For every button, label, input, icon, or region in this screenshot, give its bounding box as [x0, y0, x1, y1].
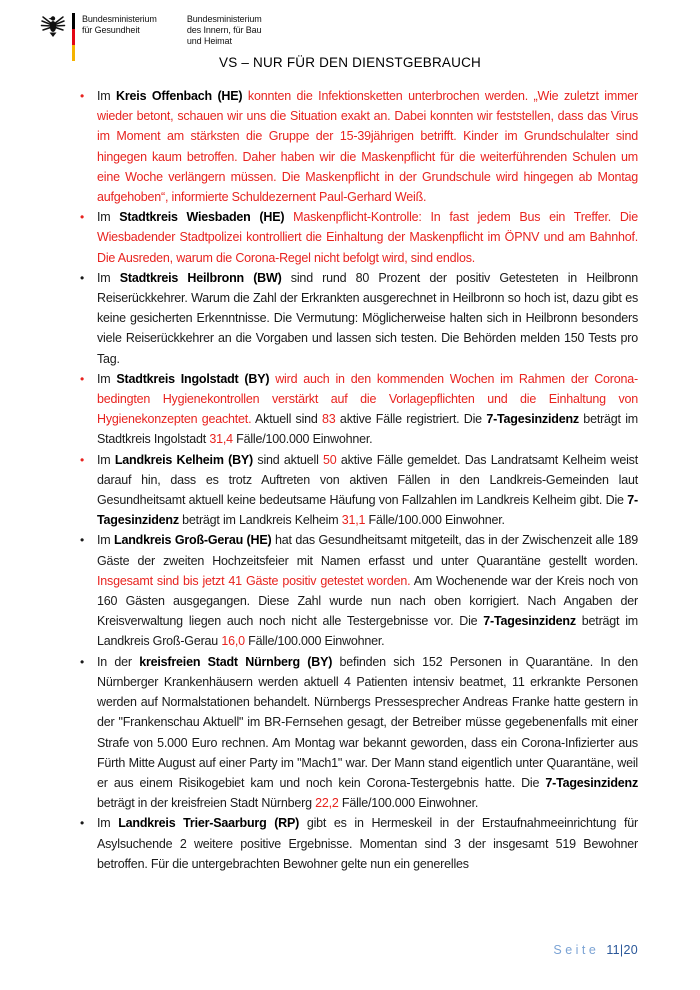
text-run: aktive Fälle gemeldet. Das Landratsamt Kelheim weist darauf hin, dass es trotz Auftreten von aktiven Fällen in den Landkreis-Gemeinden laut Gesundheitsamt aktuell keine bedeutsame Häufung von Fallzahlen im Landkreis Kelheim gibt. Die [97, 452, 639, 508]
bmg-logo-line2: für Gesundheit [82, 25, 140, 35]
bullet-marker-icon: • [80, 89, 85, 103]
text-run: Landkreis Kelheim (BY) [114, 452, 254, 467]
text-run: Im [97, 452, 115, 467]
text-run: Am Wochenende war der Kreis noch von 160 Gästen ausgegangen. Diese Zahl wurde nun nach oben korrigiert. Nach Angaben der Kreisverwaltung liegen auch noch nicht alle Testergebnisse vor. Die [97, 573, 638, 629]
page-footer [553, 943, 638, 957]
bullet-item [80, 652, 638, 814]
text-run: 16,0 [221, 634, 245, 649]
ministry-logos [40, 11, 262, 61]
bmi-logo-text [187, 11, 262, 47]
bmi-logo-line2: des Innern, für Bau [186, 25, 262, 35]
text-run: Im [97, 210, 120, 225]
text-run: In der [97, 654, 140, 669]
bullet-marker-icon: • [80, 270, 85, 285]
text-run: 83 [322, 412, 336, 427]
text-run: hat das Gesundheitsamt mitgeteilt, das in der Zwischenzeit alle 189 Gäste der zweiten Hochzeitsfeier mit Namen erfasst und unter Quarantäne gestellt worden. [97, 533, 638, 568]
text-run: Stadtkreis Heilbronn (BW) [119, 270, 282, 285]
bullet-marker-icon: • [80, 654, 85, 669]
bullet-item [80, 86, 638, 207]
footer-page-number: 11|20 [606, 943, 638, 957]
bullet-item [80, 369, 638, 450]
bullet-marker-icon: • [80, 533, 85, 548]
text-run: Maskenpflicht-Kontrolle: In fast jedem Bus ein Treffer. Die Wiesbadender Stadtpolizei kontrolliert die Einhaltung der Maskenpflicht im ÖPNV und am Bahnhof. Die Ausreden, warum die Corona-Regel nicht befolgt wird, sind endlos. [97, 210, 638, 265]
text-run: kreisfreien Stadt Nürnberg (BY) [139, 654, 333, 669]
text-run: 50 [323, 452, 337, 467]
text-run: Im [97, 270, 120, 285]
classification-banner: VS – NUR FÜR DEN DIENSTGEBRAUCH [219, 55, 481, 70]
text-run: Landkreis Trier-Saarburg (RP) [118, 816, 300, 831]
text-run: Landkreis Groß-Gerau (HE) [114, 533, 272, 548]
bullet-list [80, 86, 638, 874]
bullet-item [80, 268, 638, 369]
bullet-text [97, 450, 638, 531]
footer-seite-label: Seite [553, 943, 600, 957]
text-run: 22,2 [315, 796, 339, 811]
bullet-marker-icon: • [80, 371, 85, 386]
bullet-text [97, 207, 638, 268]
text-run: Im [97, 371, 117, 386]
text-run: beträgt im Stadtkreis Ingolstadt [97, 412, 638, 447]
bullet-marker-icon: • [80, 816, 85, 831]
text-run: sind rund 80 Prozent der positiv Getesteten in Heilbronn Reiserückkehrer. Warum die Zahl der Erkrankten ausgerechnet in Heilbronn so hoch ist, dazu gibt es keine gesicherten Erkenntnisse. Die Vermutung: Möglicherweise halten sich in Heilbronn besonders viele Reiserückkehrer an die Vorgaben und lassen sich testen. Die Behörden melden 150 Tests pro Tag. [97, 270, 638, 366]
bmg-logo-text [82, 11, 157, 36]
text-run: Fälle/100.000 Einwohner. [232, 432, 373, 447]
bullet-item [80, 450, 638, 531]
text-run: Fälle/100.000 Einwohner. [338, 796, 479, 811]
text-run: gibt es in Hermeskeil in der Erstaufnahmeeinrichtung für Asylsuchende 2 weitere positive Ergebnisse. Momentan sind 3 der insgesamt 519 Bewohner betroffen. Für die untergebrachten Bewohner gelte nun ein generelles [97, 816, 638, 871]
text-run: beträgt im Landkreis Groß-Gerau [97, 614, 638, 649]
text-run: Stadtkreis Wiesbaden (HE) [119, 210, 285, 225]
text-run: 7-Tagesinzidenz [486, 412, 579, 427]
federal-eagle-icon [40, 12, 66, 39]
text-run: Im [97, 89, 117, 103]
text-run: Kreis Offenbach (HE) [116, 89, 243, 103]
bullet-text [97, 268, 638, 369]
text-run: befinden sich 152 Personen in Quarantäne. In den Nürnberger Krankenhäusern werden aktuell 4 Patienten intensiv beatmet, 11 erkrankte Personen werden auf Normalstationen behandelt. Nürnbergs Pressesprecher Andreas Franke hatte gestern in der "Frankenschau Aktuell" im BR-Fernsehen gesagt, der Betreiber müsse gegebenenfalls mit einer Strafe von 5.000 Euro rechnen. Am Montag war bekannt geworden, dass ein Corona-Infizierter aus Fürth Mitte August auf einer Party im "Mach1" war. Der Mann stand eigentlich unter Quarantäne, weil er aus einem Risikogebiet kam und noch kein Corona-Testergebnis hatte. Die [97, 654, 638, 790]
text-run: Stadtkreis Ingolstadt (BY) [116, 371, 270, 386]
bullet-item [80, 207, 638, 268]
flag-stripe-icon [72, 13, 75, 61]
text-run: 31,1 [341, 513, 366, 528]
bullet-text [97, 86, 638, 207]
bullet-text [97, 813, 638, 874]
bmi-logo-line3: und Heimat [186, 36, 232, 46]
bullet-marker-icon: • [80, 210, 85, 225]
text-run: aktive Fälle registriert. Die [335, 412, 487, 427]
bullet-text [97, 530, 638, 651]
bmg-logo-line1: Bundesministerium [82, 14, 157, 24]
text-run: 7-Tagesinzidenz [97, 493, 638, 528]
text-run: wird auch in den kommenden Wochen im Rahmen der Corona-bedingten Hygienekontrollen verstärkt auf die Vorlagepflichten und die Einhaltung von Hygienekonzepten geachtet. [97, 371, 638, 427]
bullet-item [80, 530, 638, 651]
text-run: konnten die Infektionsketten unterbrochen werden. „Wie zuletzt immer wieder betont, schauen wir uns die Situation exakt an. Dabei konnten wir feststellen, dass das Virus im Moment am stärksten die Gruppe der 15-39jährigen betrifft. Kinder im Grundschulalter sind hingegen kaum betroffen. Daher haben wir die Maskenpflicht für die weiterführenden Schulen um eine Woche verlängern müssen. Die Maskenpflicht in der Grundschule wird hingegen ab Montag aufgehoben“, informierte Schuldezernent Paul-Gerhard Weiß. [97, 89, 638, 205]
text-run: 7-Tagesinzidenz [545, 775, 638, 790]
text-run: 7-Tagesinzidenz [483, 614, 576, 629]
text-run: Insgesamt sind bis jetzt 41 Gäste positiv getestet worden. [97, 573, 411, 588]
text-run: beträgt in der kreisfreien Stadt Nürnberg [97, 796, 316, 811]
text-run: sind aktuell [253, 452, 324, 467]
text-run: 31,4 [209, 432, 233, 447]
bmi-logo-line1: Bundesministerium [186, 14, 262, 24]
text-run: Im [97, 533, 115, 548]
bullet-marker-icon: • [80, 452, 85, 467]
bullet-text [97, 369, 638, 450]
text-run: Fälle/100.000 Einwohner. [365, 513, 505, 528]
bullet-text [97, 652, 638, 814]
text-run: beträgt im Landkreis Kelheim [178, 513, 342, 528]
text-run: Aktuell sind [251, 412, 323, 427]
text-run: Im [97, 816, 119, 831]
bullet-item [80, 813, 638, 874]
text-run: Fälle/100.000 Einwohner. [244, 634, 385, 649]
